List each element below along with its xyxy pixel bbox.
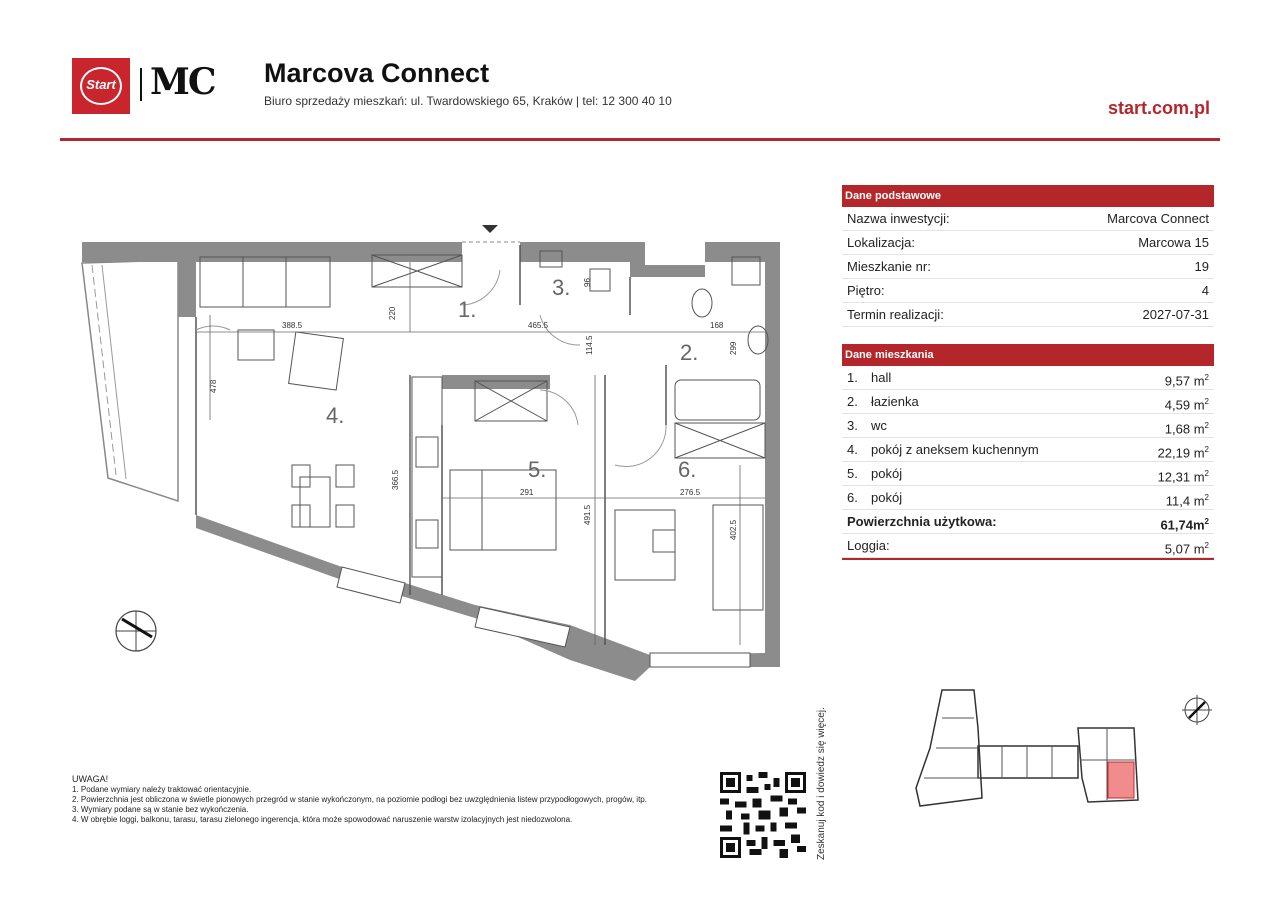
room-area-value: 1,68 m — [1164, 421, 1205, 437]
bed — [450, 470, 556, 550]
room-number: 5. — [847, 466, 858, 481]
unit-exponent: 2 — [1204, 421, 1209, 430]
armchair — [289, 332, 344, 390]
qr-code-icon[interactable] — [720, 772, 806, 858]
room-name: łazienka — [871, 394, 919, 409]
desk — [615, 510, 675, 580]
apartment-data-heading: Dane mieszkania — [842, 344, 1214, 366]
usable-area-value: 61,74m — [1160, 517, 1205, 533]
room-name: pokój — [871, 466, 903, 481]
apartment-highlight — [1108, 762, 1134, 798]
usable-area-row — [842, 510, 1214, 534]
row-value: 19 — [1194, 259, 1209, 274]
window — [337, 567, 405, 603]
room-label-1: 1. — [458, 297, 477, 322]
unit-exponent: 2 — [1204, 517, 1209, 526]
table-bottom-rule — [842, 558, 1214, 560]
chair — [292, 505, 310, 527]
room-area — [1165, 390, 1209, 413]
room-number: 4. — [847, 442, 858, 457]
room-row — [842, 390, 1214, 414]
desk-chair — [653, 530, 675, 552]
dimension-label: 168 — [710, 321, 724, 330]
dimension-label: 276.5 — [680, 488, 701, 497]
table-row — [842, 279, 1214, 303]
room-label-4: 4. — [326, 403, 345, 428]
page-title: Marcova Connect — [264, 58, 490, 88]
room-area-value: 4,59 m — [1164, 397, 1205, 413]
dimension-label: 291 — [520, 488, 534, 497]
chair — [292, 465, 310, 487]
toilet — [692, 289, 712, 317]
room-label-5: 5. — [528, 457, 547, 482]
wall — [520, 242, 630, 262]
mc-logo: MC — [150, 61, 215, 103]
usable-area — [1160, 510, 1209, 533]
room-name: pokój — [871, 490, 903, 505]
loggia-outline — [82, 260, 178, 501]
start-logo — [72, 58, 130, 114]
compass-icon — [1180, 693, 1214, 727]
room-row — [842, 486, 1214, 510]
wall — [82, 242, 462, 262]
loggia-area-value: 5,07 m — [1164, 541, 1205, 557]
dimension-label: 220 — [388, 306, 397, 320]
dimension-label: 402.5 — [729, 519, 738, 540]
dining-table — [300, 477, 330, 527]
row-value: 4 — [1201, 283, 1209, 298]
room-area-value: 11,4 m — [1165, 493, 1205, 509]
loggia-label: Loggia: — [847, 538, 890, 553]
row-label: Termin realizacji: — [847, 307, 944, 322]
sales-office-info: Biuro sprzedaży mieszkań: ul. Twardowskiego 65, Kraków | tel: 12 300 40 10 — [264, 94, 672, 108]
building-outline — [978, 746, 1078, 778]
table-row — [842, 231, 1214, 255]
room-area-value: 22,19 m — [1157, 445, 1205, 461]
coffee-table — [238, 330, 274, 360]
website-link[interactable]: start.com.pl — [1107, 98, 1210, 118]
row-value: 2027-07-31 — [1142, 307, 1209, 322]
room-name: hall — [871, 370, 892, 385]
room-area — [1166, 486, 1209, 509]
note-item: 4. W obrębie loggi, balkonu, tarasu, tarasu zielonego ingerencja, która może spowodować naruszenie warstw izolacyjnych jest niedozwolona. — [72, 815, 573, 824]
note-item: 2. Powierzchnia jest obliczona w świetle pionowych przegród w stanie wykończonym, na poziomie podłogi bez uwzględnienia listew przypodłogowych, progów, itp. — [72, 795, 647, 804]
notes-title: UWAGA! — [72, 774, 109, 784]
room-area-value: 9,57 m — [1164, 373, 1205, 389]
row-value: Marcova Connect — [1107, 211, 1209, 226]
wall — [765, 242, 780, 667]
dimension-label: 366.5 — [391, 469, 400, 490]
compass-icon — [110, 605, 162, 657]
basic-data-heading: Dane podstawowe — [842, 185, 1214, 207]
qr-caption: Zeskanuj kod i dowiedz się więcej. — [816, 707, 827, 860]
room-row — [842, 366, 1214, 390]
unit-exponent: 2 — [1204, 445, 1209, 454]
door-swing — [540, 315, 580, 345]
table-row — [842, 255, 1214, 279]
dimension-label: 465.5 — [528, 321, 549, 330]
room-row — [842, 438, 1214, 462]
room-name: pokój z aneksem kuchennym — [871, 442, 1039, 457]
row-label: Nazwa inwestycji: — [847, 211, 950, 226]
kitchen-sink — [416, 520, 438, 548]
apartment-data-table — [842, 344, 1214, 560]
room-area — [1158, 438, 1209, 461]
room-name: wc — [871, 418, 887, 433]
wall — [645, 265, 705, 277]
dimension-label: 478 — [209, 379, 218, 393]
room-area — [1165, 414, 1209, 437]
loggia-row — [842, 534, 1214, 558]
wc-toilet — [590, 269, 610, 291]
sofa — [200, 257, 330, 307]
note-item: 1. Podane wymiary należy traktować orientacyjnie. — [72, 785, 252, 794]
row-value: Marcowa 15 — [1138, 235, 1209, 250]
room-number: 6. — [847, 490, 858, 505]
room-number: 3. — [847, 418, 858, 433]
dimension-label: 299 — [729, 341, 738, 355]
header-rule — [60, 138, 1220, 141]
chair — [336, 505, 354, 527]
room-area-value: 12,31 m — [1157, 469, 1205, 485]
room-number: 1. — [847, 370, 858, 385]
bed — [713, 505, 763, 610]
dimension-label: 114.5 — [585, 335, 594, 355]
room-number: 2. — [847, 394, 858, 409]
unit-exponent: 2 — [1204, 397, 1209, 406]
dimension-label: 491.5 — [583, 504, 592, 525]
floor-plan — [70, 215, 790, 695]
usable-area-label: Powierzchnia użytkowa: — [847, 514, 997, 529]
unit-exponent: 2 — [1204, 469, 1209, 478]
dimension-label: 96 — [583, 278, 592, 287]
room-area — [1158, 462, 1209, 485]
room-row — [842, 414, 1214, 438]
unit-exponent: 2 — [1204, 541, 1209, 550]
chair — [336, 465, 354, 487]
entrance-arrow-icon — [482, 225, 498, 233]
notes — [72, 774, 712, 825]
unit-exponent: 2 — [1204, 493, 1209, 502]
interior-wall — [442, 375, 550, 389]
door-swing — [196, 326, 230, 330]
row-label: Lokalizacja: — [847, 235, 915, 250]
logo-separator — [140, 68, 142, 101]
room-label-3: 3. — [552, 275, 571, 300]
row-label: Piętro: — [847, 283, 885, 298]
start-logo-text: Start — [86, 77, 116, 92]
room-label-2: 2. — [680, 340, 699, 365]
window — [475, 607, 570, 647]
table-row — [842, 207, 1214, 231]
room-label-6: 6. — [678, 457, 697, 482]
loggia-area — [1165, 534, 1209, 557]
dimension-label: 388.5 — [282, 321, 303, 330]
loggia-rail — [102, 265, 126, 479]
note-item: 3. Wymiary podane są w stanie bez wykończenia. — [72, 805, 249, 814]
row-label: Mieszkanie nr: — [847, 259, 931, 274]
table-row — [842, 303, 1214, 327]
unit-exponent: 2 — [1204, 373, 1209, 382]
window — [650, 653, 750, 667]
wall — [178, 242, 196, 317]
basic-data-table — [842, 185, 1214, 327]
door-swing — [615, 425, 666, 467]
room-row — [842, 462, 1214, 486]
site-key-plan — [912, 688, 1142, 810]
bathtub — [675, 380, 760, 420]
cooktop — [416, 437, 438, 467]
wall — [630, 242, 645, 277]
room-area — [1165, 366, 1209, 389]
